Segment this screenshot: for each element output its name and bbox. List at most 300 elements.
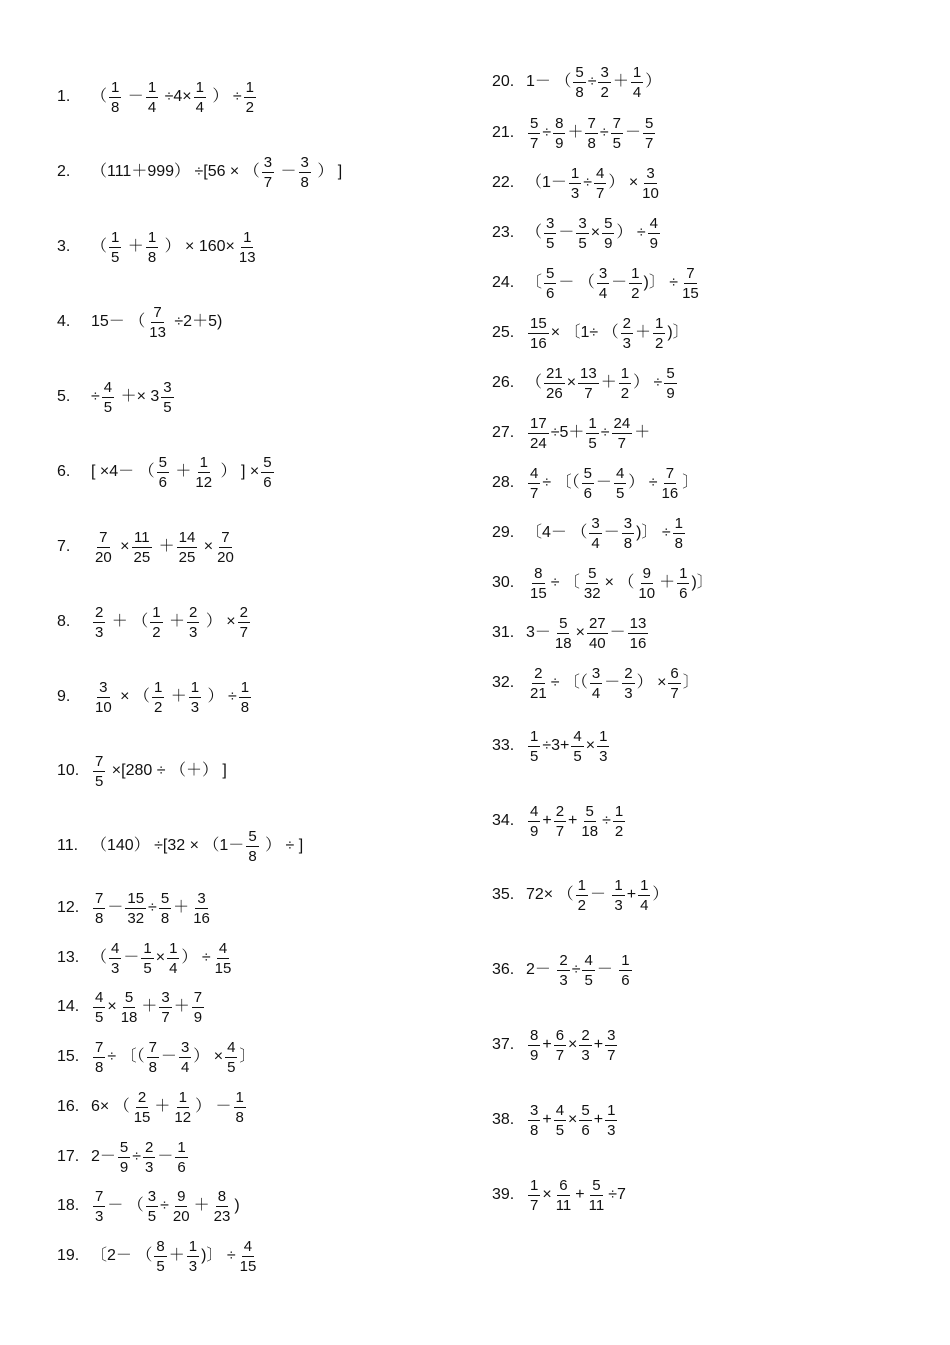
fraction-denominator: 6: [583, 484, 592, 502]
problem-number: 8.: [57, 613, 71, 630]
expression-text: ＋: [154, 538, 175, 555]
expression-text: ÷2＋5): [169, 313, 223, 330]
fraction: [528, 1178, 540, 1213]
fraction-denominator: 2: [631, 284, 640, 302]
fraction: [528, 566, 549, 601]
fraction-denominator: 20: [172, 1207, 190, 1225]
expression-text: －: [604, 674, 621, 691]
expression-text: （: [526, 374, 543, 391]
fraction: [147, 1040, 159, 1075]
fraction-numerator: 6: [670, 664, 679, 682]
problem-number: 39.: [492, 1186, 515, 1203]
problem-item: [492, 1103, 619, 1137]
expression-text: ×: [568, 1036, 578, 1053]
expression-text: 2－: [526, 961, 556, 978]
fraction: [93, 1040, 105, 1075]
fraction-denominator: 11: [588, 1196, 605, 1214]
fraction: [614, 466, 626, 501]
problem-number: 29.: [492, 524, 515, 541]
fraction-denominator: 32: [583, 584, 601, 602]
fraction-denominator: 2: [600, 83, 609, 101]
expression-text: )〕 ÷: [201, 1247, 236, 1264]
expression-text: ÷3+: [542, 737, 570, 754]
fraction: [569, 166, 581, 201]
fraction: [640, 166, 661, 201]
fraction-numerator: 1: [245, 78, 254, 96]
expression-text: ） ×: [201, 613, 236, 630]
problem-number: 31.: [492, 624, 515, 641]
fraction-denominator: 4: [632, 83, 642, 101]
problem-number: 10.: [57, 762, 80, 779]
fraction-denominator: 13: [149, 323, 166, 341]
expression-text: 〔: [526, 274, 543, 291]
expression-text: ＋: [634, 324, 651, 341]
expression-text: × （: [604, 574, 635, 591]
expression-text: )〕 ÷: [643, 274, 679, 291]
fraction: [587, 616, 608, 651]
fraction-numerator: 3: [197, 889, 206, 907]
fraction-denominator: 8: [148, 1058, 157, 1076]
problem-number: 34.: [492, 812, 515, 829]
fraction-numerator: 2: [559, 951, 568, 969]
problem-item: [57, 829, 303, 863]
expression-text: ） ] ×: [216, 463, 260, 480]
fraction: [146, 1189, 158, 1224]
problem-item: [57, 1239, 260, 1273]
expression-text: ÷: [599, 124, 609, 141]
expression-text: －: [157, 1148, 174, 1165]
expression-text: ） ÷ ]: [260, 837, 304, 854]
problem-number: 37.: [492, 1036, 515, 1053]
fraction-numerator: 13: [629, 614, 647, 632]
fraction-denominator: 8: [95, 909, 104, 927]
fraction: [102, 380, 114, 415]
fraction: [660, 466, 681, 501]
expression-text: ＋: [600, 374, 617, 391]
fraction-numerator: 7: [612, 114, 621, 132]
fraction-numerator: 1: [599, 727, 608, 745]
problem-number: 18.: [57, 1197, 80, 1214]
expression-text: +: [626, 886, 637, 903]
fraction: [261, 455, 273, 490]
fraction-numerator: 27: [588, 614, 606, 632]
fraction: [578, 366, 599, 401]
expression-text: ×: [585, 737, 596, 754]
fraction: [152, 680, 164, 715]
fraction-denominator: 10: [642, 184, 659, 202]
expression-text: ＋: [168, 1247, 185, 1264]
fraction-numerator: 7: [95, 889, 104, 907]
fraction-denominator: 16: [661, 484, 679, 502]
expression-text: ） ×: [636, 674, 667, 691]
fraction: [93, 530, 114, 565]
fraction: [262, 155, 274, 190]
fraction-numerator: 4: [573, 727, 582, 745]
fraction-denominator: 6: [581, 1121, 590, 1139]
expression-text: ＋: [634, 424, 651, 441]
expression-text: （: [91, 238, 108, 255]
fraction-numerator: 1: [177, 1138, 186, 1156]
fraction: [587, 1178, 607, 1213]
fraction: [638, 878, 650, 913]
problem-item: [57, 941, 235, 975]
problem-item: [492, 616, 650, 650]
fraction-numerator: 1: [147, 78, 157, 96]
fraction-denominator: 3: [624, 684, 633, 702]
expression-text: +: [593, 1111, 604, 1128]
expression-text: ÷7: [608, 1186, 626, 1203]
expression-text: 6× （: [91, 1098, 130, 1115]
fraction-denominator: 3: [188, 1257, 198, 1275]
expression-text: ÷4×: [160, 88, 192, 105]
fraction-denominator: 8: [235, 1108, 244, 1126]
fraction: [215, 530, 236, 565]
fraction-numerator: 1: [178, 1088, 187, 1106]
fraction-numerator: 1: [195, 78, 204, 96]
fraction-numerator: 8: [534, 564, 543, 582]
fraction: [668, 666, 680, 701]
fraction-denominator: 3: [607, 1121, 616, 1139]
fraction-denominator: 3: [570, 184, 580, 202]
fraction: [553, 116, 565, 151]
fraction-denominator: 2: [152, 623, 161, 641]
fraction-numerator: 1: [621, 951, 630, 969]
expression-text: 〔2－ （: [91, 1247, 153, 1264]
expression-text: ） ÷: [628, 474, 658, 491]
fraction-denominator: 23: [213, 1207, 231, 1225]
fraction: [528, 466, 540, 501]
fraction: [237, 230, 258, 265]
fraction: [579, 804, 600, 839]
fraction-numerator: 3: [263, 153, 273, 171]
fraction-numerator: 3: [591, 514, 600, 532]
fraction-denominator: 4: [169, 959, 178, 977]
fraction-denominator: 5: [555, 1121, 565, 1139]
fraction-numerator: 7: [99, 528, 108, 546]
problem-number: 13.: [57, 949, 80, 966]
expression-text: ÷: [602, 812, 611, 829]
fraction-numerator: 5: [559, 614, 568, 632]
fraction-denominator: 18: [120, 1008, 138, 1026]
expression-text: ） ÷: [633, 374, 663, 391]
fraction-denominator: 2: [654, 334, 664, 352]
expression-text: 2－: [91, 1148, 116, 1165]
problem-number: 35.: [492, 886, 515, 903]
fraction-numerator: 1: [235, 1088, 244, 1106]
fraction-numerator: 7: [193, 988, 203, 1006]
fraction: [159, 990, 171, 1025]
fraction: [554, 804, 566, 839]
expression-text: （: [526, 224, 543, 241]
expression-text: ÷: [571, 961, 581, 978]
fraction-denominator: 7: [644, 134, 654, 152]
expression-text: 15－ （: [91, 313, 146, 330]
problem-item: [492, 666, 699, 700]
expression-text: ＋: [193, 1197, 210, 1214]
expression-text: ） －: [195, 1098, 232, 1115]
fraction-denominator: 5: [530, 747, 539, 765]
fraction-denominator: 9: [555, 134, 564, 152]
expression-text: ÷: [587, 73, 597, 90]
fraction-numerator: 15: [127, 889, 145, 907]
problem-item: [492, 366, 679, 400]
fraction-numerator: 3: [591, 664, 601, 682]
fraction-numerator: 2: [189, 603, 198, 621]
fraction-numerator: 1: [152, 603, 161, 621]
fraction: [673, 516, 685, 551]
fraction-numerator: 5: [583, 464, 592, 482]
expression-text: －: [589, 886, 611, 903]
fraction-denominator: 5: [103, 398, 113, 416]
fraction: [119, 990, 140, 1025]
fraction-denominator: 6: [621, 971, 630, 989]
fraction: [125, 891, 146, 926]
expression-text: －: [624, 124, 641, 141]
fraction-denominator: 15: [133, 1108, 151, 1126]
fraction-numerator: 4: [615, 464, 625, 482]
fraction: [553, 616, 574, 651]
fraction: [109, 80, 121, 115]
fraction: [109, 941, 121, 976]
fraction-denominator: 7: [607, 1046, 616, 1064]
fraction-numerator: 24: [613, 414, 631, 432]
expression-text: －: [276, 163, 297, 180]
fraction-denominator: 5: [111, 248, 120, 266]
fraction-numerator: 5: [546, 264, 555, 282]
fraction-denominator: 3: [622, 334, 631, 352]
fraction-denominator: 25: [178, 548, 196, 566]
fraction-denominator: 4: [591, 534, 600, 552]
fraction-numerator: 5: [604, 214, 613, 232]
expression-text: ＋: [612, 73, 629, 90]
fraction-numerator: 1: [570, 164, 580, 182]
problem-item: [492, 166, 663, 200]
expression-text: [ ×4－ （: [91, 463, 155, 480]
expression-text: － （: [558, 274, 595, 291]
expression-text: ×: [575, 624, 585, 641]
fraction-denominator: 8: [530, 1121, 539, 1139]
fraction: [586, 416, 598, 451]
fraction-numerator: 1: [147, 228, 157, 246]
expression-text: 〔4－ （: [526, 524, 588, 541]
problem-item: [492, 953, 634, 987]
expression-text: －: [160, 1048, 177, 1065]
expression-text: ＋: [154, 1098, 171, 1115]
fraction-denominator: 12: [174, 1108, 192, 1126]
fraction-numerator: 1: [631, 264, 640, 282]
expression-text: ÷: [542, 124, 552, 141]
fraction-denominator: 3: [614, 896, 623, 914]
expression-text: ＋: [173, 899, 190, 916]
expression-text: 3－: [526, 624, 551, 641]
expression-text: （1－: [526, 174, 567, 191]
fraction: [598, 65, 610, 100]
fraction: [234, 1090, 246, 1125]
problem-item: [57, 455, 276, 489]
fraction-numerator: 4: [555, 1101, 565, 1119]
expression-text: +: [542, 812, 552, 829]
expression-text: ＋: [166, 688, 187, 705]
expression-text: ×: [568, 1111, 578, 1128]
expression-text: +: [575, 1186, 585, 1203]
problem-item: [57, 754, 227, 788]
expression-text: ）: [652, 886, 669, 903]
fraction: [571, 729, 583, 764]
problem-item: [492, 729, 611, 763]
fraction-denominator: 7: [617, 434, 627, 452]
problem-item: [57, 1040, 255, 1074]
problem-number: 6.: [57, 463, 71, 480]
fraction-denominator: 10: [95, 698, 112, 716]
fraction: [573, 65, 585, 100]
fraction-denominator: 5: [615, 484, 625, 502]
fraction-numerator: 5: [644, 114, 654, 132]
expression-text: 1－ （: [526, 73, 572, 90]
expression-text: ＋: [170, 463, 192, 480]
problem-item: [57, 891, 214, 925]
fraction-denominator: 5: [143, 959, 152, 977]
problem-number: 25.: [492, 324, 515, 341]
fraction-denominator: 15: [239, 1257, 257, 1275]
problem-item: [57, 230, 260, 264]
problem-number: 15.: [57, 1048, 80, 1065]
problem-number: 33.: [492, 737, 515, 754]
fraction-denominator: 9: [119, 1158, 129, 1176]
fraction: [528, 1028, 540, 1063]
fraction-numerator: 3: [163, 378, 172, 396]
fraction-numerator: 1: [188, 1237, 198, 1255]
fraction-numerator: 4: [649, 214, 658, 232]
fraction-numerator: 3: [607, 1026, 616, 1044]
fraction: [194, 80, 206, 115]
fraction: [544, 216, 556, 251]
fraction-denominator: 3: [599, 747, 608, 765]
fraction-numerator: 15: [530, 314, 547, 332]
fraction-denominator: 21: [530, 684, 547, 702]
fraction-numerator: 5: [592, 1176, 601, 1194]
fraction-denominator: 6: [546, 284, 555, 302]
expression-text: ） ÷: [207, 88, 242, 105]
expression-text: －: [611, 274, 628, 291]
fraction-numerator: 1: [614, 802, 624, 820]
fraction-numerator: 6: [555, 1026, 565, 1044]
fraction: [602, 216, 614, 251]
fraction-numerator: 1: [614, 876, 623, 894]
fraction-numerator: 1: [679, 564, 688, 582]
expression-text: ） ]: [312, 163, 343, 180]
fraction: [225, 1040, 237, 1075]
expression-text: ÷ 〔（: [107, 1048, 145, 1065]
fraction-denominator: 5: [147, 1207, 157, 1225]
fraction-numerator: 1: [640, 876, 649, 894]
fraction-numerator: 21: [546, 364, 563, 382]
fraction-numerator: 7: [95, 1187, 104, 1205]
fraction-numerator: 3: [623, 514, 633, 532]
expression-text: （: [91, 949, 108, 966]
fraction-denominator: 2: [245, 98, 254, 116]
fraction-numerator: 14: [178, 528, 196, 546]
fraction-denominator: 15: [682, 284, 699, 302]
fraction-numerator: 5: [158, 453, 167, 471]
fraction-denominator: 15: [214, 959, 232, 977]
fraction: [619, 366, 631, 401]
expression-text: ÷: [600, 424, 610, 441]
fraction-denominator: 9: [666, 384, 675, 402]
problem-number: 38.: [492, 1111, 515, 1128]
fraction-denominator: 25: [133, 548, 151, 566]
fraction: [576, 216, 588, 251]
fraction-numerator: 1: [153, 678, 163, 696]
fraction-numerator: 1: [199, 453, 208, 471]
fraction-denominator: 7: [596, 184, 605, 202]
fraction: [589, 516, 601, 551]
fraction-denominator: 7: [263, 173, 273, 191]
fraction: [528, 316, 549, 351]
fraction-denominator: 5: [612, 134, 621, 152]
fraction: [544, 366, 565, 401]
fraction-denominator: 8: [623, 534, 633, 552]
fraction: [582, 953, 594, 988]
expression-text: ） ÷: [181, 949, 211, 966]
fraction-numerator: 1: [654, 314, 664, 332]
expression-text: ＋: [173, 998, 190, 1015]
fraction: [628, 616, 649, 651]
fraction: [238, 605, 250, 640]
fraction-numerator: 1: [577, 876, 586, 894]
fraction: [177, 530, 198, 565]
problem-number: 22.: [492, 174, 515, 191]
fraction-denominator: 8: [300, 173, 309, 191]
fraction: [612, 878, 624, 913]
expression-text: 〕: [682, 674, 699, 691]
problem-item: [57, 530, 238, 564]
fraction: [244, 80, 256, 115]
fraction: [528, 116, 540, 151]
fraction-numerator: 1: [240, 678, 250, 696]
fraction: [528, 1103, 540, 1138]
fraction-numerator: 5: [588, 564, 597, 582]
fraction-denominator: 20: [95, 548, 112, 566]
fraction-denominator: 4: [195, 98, 204, 116]
fraction: [132, 1090, 153, 1125]
fraction: [141, 941, 153, 976]
fraction: [579, 1028, 591, 1063]
fraction-numerator: 1: [143, 939, 152, 957]
problem-item: [57, 1140, 190, 1174]
problem-item: [492, 216, 662, 250]
fraction: [93, 891, 105, 926]
fraction-denominator: 18: [581, 822, 599, 840]
fraction: [143, 1140, 155, 1175]
expression-text: ＋: [164, 613, 186, 630]
problem-item: [57, 380, 176, 414]
expression-text: ÷ 〔: [550, 574, 580, 591]
fraction: [613, 804, 625, 839]
problem-number: 23.: [492, 224, 515, 241]
fraction-numerator: 2: [145, 1138, 154, 1156]
fraction: [213, 941, 234, 976]
fraction-denominator: 5: [95, 1008, 104, 1026]
fraction-numerator: 4: [596, 164, 605, 182]
fraction-numerator: 4: [227, 1038, 236, 1056]
expression-text: 〕: [682, 474, 699, 491]
fraction-denominator: 9: [530, 1046, 539, 1064]
fraction-denominator: 8: [111, 98, 120, 116]
fraction-numerator: 7: [587, 114, 596, 132]
fraction: [597, 729, 609, 764]
fraction-numerator: 3: [147, 1187, 157, 1205]
expression-text: ×: [107, 998, 117, 1015]
